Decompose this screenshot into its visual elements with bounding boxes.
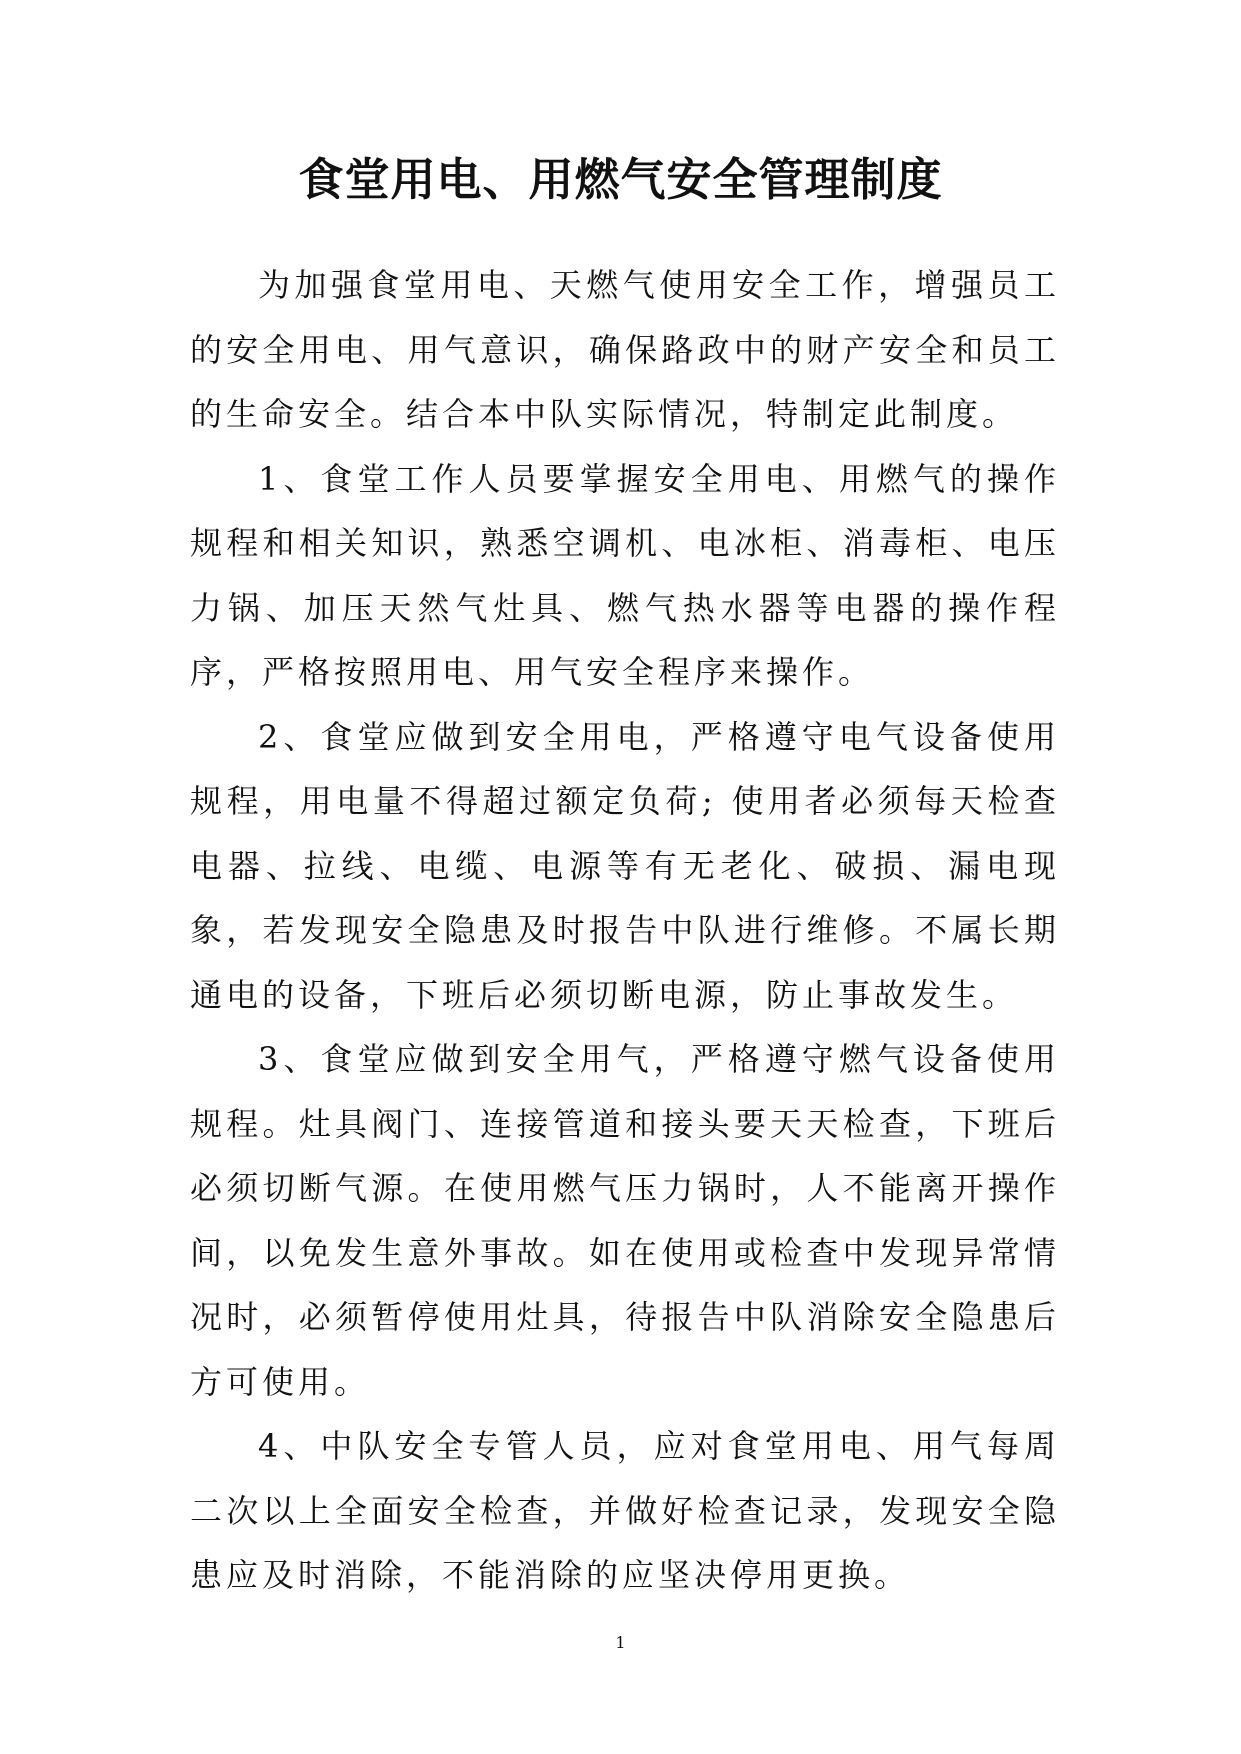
document-body xyxy=(190,253,1060,1608)
rule-paragraph-3: 3、食堂应做到安全用气，严格遵守燃气设备使用规程。灶具阀门、连接管道和接头要天天检查，下班后必须切断气源。在使用燃气压力锅时，人不能离开操作间，以免发生意外事故。如在使用或检查中发现异常情况时，必须暂停使用灶具，待报告中队消除安全隐患后方可使用。 xyxy=(190,1040,1060,1401)
intro-paragraph: 为加强食堂用电、天燃气使用安全工作，增强员工的安全用电、用气意识，确保路政中的财产安全和员工的生命安全。结合本中队实际情况，特制定此制度。 xyxy=(190,266,1060,433)
rule-paragraph-4: 4、中队安全专管人员，应对食堂用电、用气每周二次以上全面安全检查，并做好检查记录，发现安全隐患应及时消除，不能消除的应坚决停用更换。 xyxy=(190,1427,1060,1594)
document-title: 食堂用电、用燃气安全管理制度 xyxy=(298,153,943,206)
rule-paragraph-1: 1、食堂工作人员要掌握安全用电、用燃气的操作规程和相关知识，熟悉空调机、电冰柜、消毒柜、电压力锅、加压天然气灶具、燃气热水器等电器的操作程序，严格按照用电、用气安全程序来操作。 xyxy=(190,459,1060,691)
page-number: 1 xyxy=(615,1633,626,1652)
rule-paragraph-2: 2、食堂应做到安全用电，严格遵守电气设备使用规程，用电量不得超过额定负荷; 使用者必须每天检查电器、拉线、电缆、电源等有无老化、破损、漏电现象，若发现安全隐患及时报告中队进行维修。不属长期通电的设备，下班后必须切断电源，防止事故发生。 xyxy=(190,717,1060,1014)
